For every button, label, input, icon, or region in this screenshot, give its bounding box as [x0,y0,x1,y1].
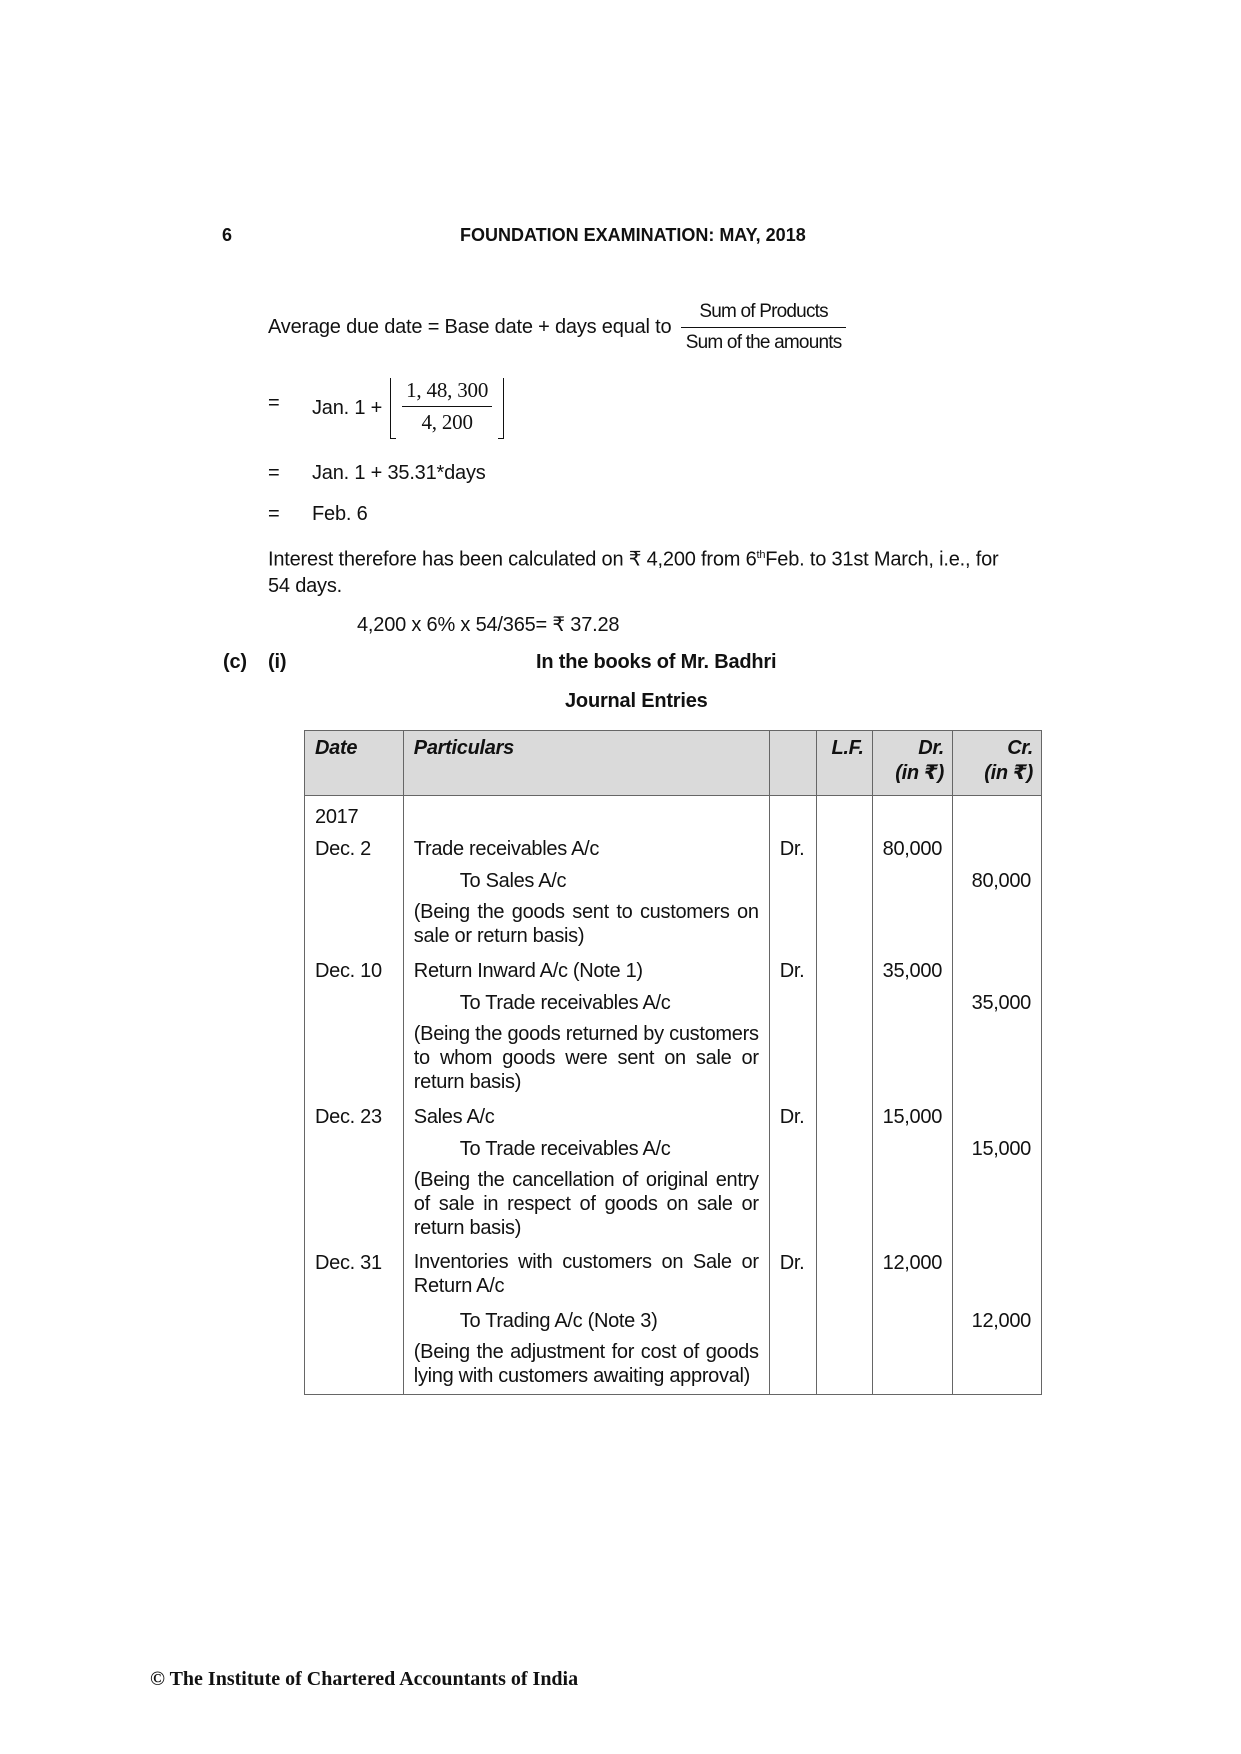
table-row [305,954,1042,986]
entry-cr-amount: 15,000 [953,1132,1042,1164]
entry-narration: (Being the goods returned by customers to whom goods were sent on sale or return basis) [403,1018,769,1100]
table-row [305,896,1042,954]
entry-dr-amount: 15,000 [872,1100,952,1132]
entry-narration: (Being the cancellation of original entry of sale in respect of goods on sale or return basis) [403,1164,769,1246]
header-cr-unit: (in ₹) [984,762,1033,784]
entry-cr-amount: 35,000 [953,986,1042,1018]
section-title: In the books of Mr. Badhri [536,651,777,673]
entry-credit-account: To Trade receivables A/c [403,986,769,1018]
right-bracket [498,378,504,439]
table-row [305,1100,1042,1132]
header-particulars: Particulars [403,731,769,796]
interest-paragraph [268,542,1040,599]
entry-debit-account: Sales A/c [403,1100,769,1132]
year-cell: 2017 [305,796,404,833]
entry-dr-mark: Dr. [769,832,816,864]
entry-dr-amount: 80,000 [872,832,952,864]
page-number: 6 [222,225,233,245]
left-bracket [390,378,396,439]
avg-due-date-formula [268,301,846,354]
table-row [305,1132,1042,1164]
step-1 [312,378,504,439]
interest-text-part1: Interest therefore has been calculated on ₹ 4,200 from 6 [268,548,757,571]
entry-credit-account: To Trade receivables A/c [403,1132,769,1164]
table-row [305,1304,1042,1336]
header-lf: L.F. [816,731,872,796]
interest-line-2: 54 days. [268,574,343,597]
page-header-title: FOUNDATION EXAMINATION: MAY, 2018 [460,225,806,245]
step-1-eq: = [268,392,280,414]
header-dr [872,731,952,796]
entry-date: Dec. 31 [305,1246,404,1304]
entry-credit-account: To Sales A/c [403,864,769,896]
journal-entries-table [304,730,1042,1395]
header-cr [953,731,1042,796]
section-label-i: (i) [268,651,287,673]
entry-cr-amount: 80,000 [953,864,1042,896]
entry-narration: (Being the adjustment for cost of goods lying with customers awaiting approval) [403,1336,769,1395]
step-1-denominator: 4, 200 [421,410,473,434]
header-dr-unit: (in ₹) [895,762,945,784]
entry-date: Dec. 10 [305,954,404,986]
step-2-eq: = [268,462,280,484]
footer-copyright: © The Institute of Chartered Accountants of India [150,1668,579,1690]
step-1-fraction [402,378,492,439]
section-label-c: (c) [223,651,247,673]
table-row [305,1336,1042,1395]
formula-label: Average due date = Base date + days equal to [268,316,672,338]
table-header-row [305,731,1042,796]
table-row [305,1164,1042,1246]
header-drmark [769,731,816,796]
entry-credit-account: To Trading A/c (Note 3) [403,1304,769,1336]
interest-superscript: th [756,549,766,561]
entry-narration: (Being the goods sent to customers on sale or return basis) [403,896,769,954]
entry-dr-mark: Dr. [769,954,816,986]
bracket-group [390,378,504,439]
table-row [305,986,1042,1018]
step-3-eq: = [268,503,280,525]
entry-date: Dec. 23 [305,1100,404,1132]
formula-fraction [681,301,845,354]
entry-dr-mark: Dr. [769,1100,816,1132]
table-row [305,1018,1042,1100]
formula-numerator: Sum of Products [681,301,845,328]
step-2-text: Jan. 1 + 35.31*days [312,462,486,484]
header-date: Date [305,731,404,796]
table-row [305,864,1042,896]
header-dr-label: Dr. [918,737,945,759]
entry-dr-mark: Dr. [769,1246,816,1304]
entry-debit-account: Trade receivables A/c [403,832,769,864]
section-subtitle: Journal Entries [565,690,708,712]
entry-dr-amount: 35,000 [872,954,952,986]
step-3-text: Feb. 6 [312,503,368,525]
formula-denominator: Sum of the amounts [685,332,842,353]
step-1-numerator: 1, 48, 300 [402,378,492,407]
table-row [305,1246,1042,1304]
interest-text-part2: Feb. to 31st March, i.e., for [765,548,999,571]
entry-dr-amount: 12,000 [872,1246,952,1304]
entry-cr-amount: 12,000 [953,1304,1042,1336]
step-1-prefix: Jan. 1 + [312,397,383,419]
entry-debit-account: Inventories with customers on Sale or Return A/c [403,1246,769,1304]
header-cr-label: Cr. [1007,737,1033,759]
table-row [305,796,1042,833]
entry-date: Dec. 2 [305,832,404,864]
entry-debit-account: Return Inward A/c (Note 1) [403,954,769,986]
interest-line-1 [268,542,1040,573]
interest-calculation: 4,200 x 6% x 54/365= ₹ 37.28 [357,614,620,636]
table-row [305,832,1042,864]
